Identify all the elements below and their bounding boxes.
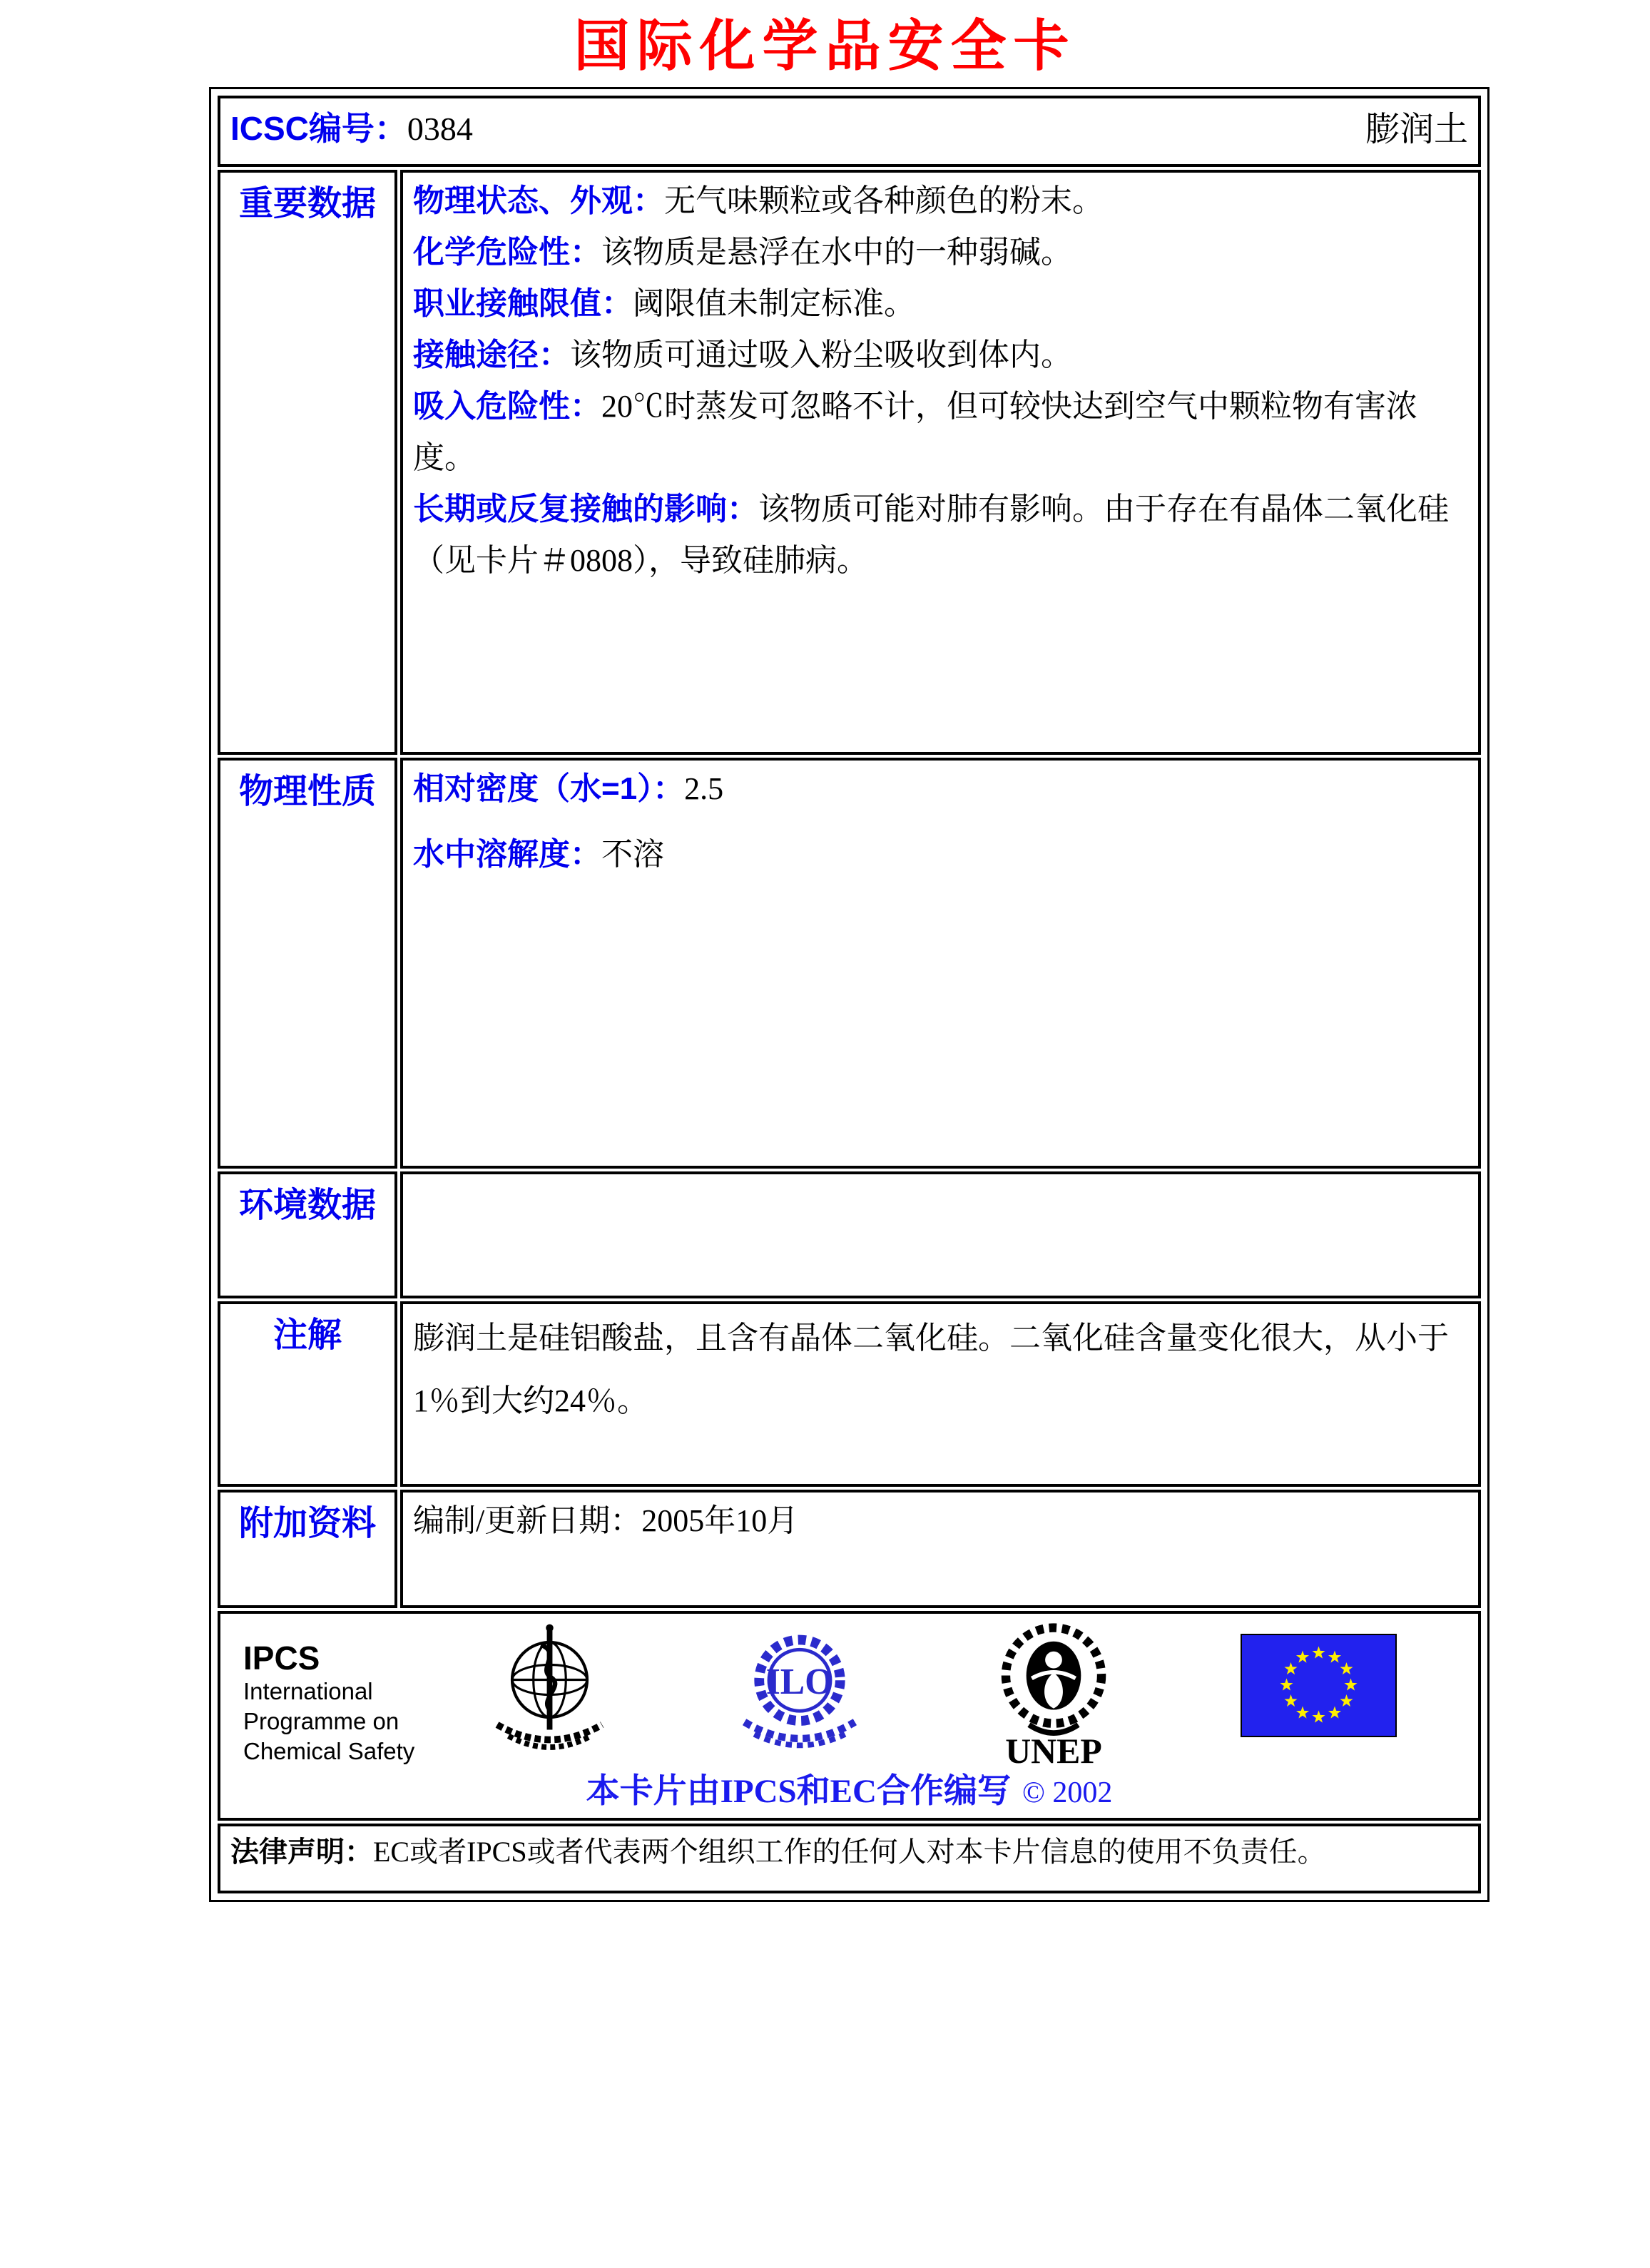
field-value: 无气味颗粒或各种颜色的粉末。 — [664, 183, 1104, 218]
field-label: 水中溶解度： — [413, 837, 601, 872]
section-label-additional-information: 附加资料 — [238, 1505, 376, 1542]
table-row-legal — [218, 1824, 1481, 1893]
section-label-physical-properties: 物理性质 — [238, 773, 376, 810]
field-label: 职业接触限值： — [413, 286, 633, 321]
table-row-important-data — [218, 170, 1481, 755]
data-item — [413, 330, 1468, 381]
section-label-notes: 注解 — [273, 1316, 342, 1354]
section-label-cell — [218, 1171, 397, 1298]
additional-information-content — [400, 1490, 1481, 1608]
field-label: 物理状态、外观： — [413, 183, 664, 218]
important-data-content — [400, 170, 1481, 755]
table-row-header — [218, 96, 1481, 167]
notes-text: 膨润土是硅铝酸盐，且含有晶体二氧化硅。二氧化硅含量变化很大，从小于1％到大约24％。 — [413, 1321, 1449, 1418]
field-value: 该物质是悬浮在水中的一种弱碱。 — [601, 235, 1072, 270]
field-label: 接触途径： — [413, 337, 570, 372]
caption-text: 本卡片由IPCS和EC合作编写 — [586, 1773, 1011, 1810]
icsc-number-group — [230, 103, 473, 150]
legal-notice-label: 法律声明： — [230, 1836, 373, 1868]
icsc-table — [209, 87, 1489, 1902]
data-item — [413, 829, 1468, 880]
field-label: 吸入危险性： — [413, 389, 601, 424]
notes-content — [400, 1301, 1481, 1487]
additional-information-text: 编制/更新日期：2005年10月 — [413, 1503, 799, 1538]
data-item — [413, 227, 1468, 278]
data-item — [413, 176, 1468, 227]
section-label-cell — [218, 1490, 397, 1608]
copyright-text: © 2002 — [1022, 1776, 1113, 1809]
field-label: 化学危险性： — [413, 235, 601, 270]
field-value: 20℃时蒸发可忽略不计，但可较快达到空气中颗粒物有害浓度。 — [413, 389, 1417, 475]
data-item — [413, 278, 1468, 330]
ipcs-block — [243, 1639, 414, 1766]
logos-cell — [218, 1611, 1481, 1821]
chemical-name: 膨润土 — [1365, 111, 1468, 148]
eu-flag-icon — [1241, 1634, 1397, 1741]
ilo-label: ILO — [765, 1662, 834, 1703]
field-label: 相对密度（水=1）： — [413, 771, 685, 806]
data-item — [413, 484, 1468, 586]
data-item — [413, 763, 1468, 815]
field-label: 长期或反复接触的影响： — [413, 492, 758, 527]
ipcs-title: IPCS — [243, 1639, 320, 1677]
field-value: 2.5 — [684, 771, 724, 806]
ipcs-line: International — [243, 1678, 373, 1704]
table-row-environmental-data — [218, 1171, 1481, 1298]
page-title: 国际化学品安全卡 — [574, 14, 1076, 77]
unep-label: UNEP — [1005, 1731, 1102, 1767]
table-row-logos — [218, 1611, 1481, 1821]
section-label-cell — [218, 758, 397, 1169]
header-cell — [218, 96, 1481, 167]
table-row-notes — [218, 1301, 1481, 1487]
legal-cell — [218, 1824, 1481, 1893]
icsc-number-value: 0384 — [407, 110, 473, 147]
section-label-cell — [218, 1301, 397, 1487]
cooperation-caption — [230, 1764, 1468, 1812]
table-row-additional-information — [218, 1490, 1481, 1608]
ilo-logo-icon — [738, 1624, 861, 1760]
who-logo-icon — [487, 1622, 612, 1766]
field-value: 该物质可通过吸入粉尘吸收到体内。 — [570, 337, 1072, 372]
data-item — [413, 381, 1468, 484]
physical-properties-content — [400, 758, 1481, 1169]
ipcs-line: Programme on — [243, 1708, 399, 1734]
ipcs-line: Chemical Safety — [243, 1738, 415, 1764]
legal-notice-text: EC或者IPCS或者代表两个组织工作的任何人对本卡片信息的使用不负责任。 — [373, 1836, 1326, 1868]
field-value: 该物质可能对肺有影响。由于存在有晶体二氧化硅（见卡片＃0808），导致硅肺病。 — [413, 492, 1449, 578]
field-value: 阈限值未制定标准。 — [633, 286, 915, 321]
section-label-cell — [218, 170, 397, 755]
table-row-physical-properties — [218, 758, 1481, 1169]
field-value: 不溶 — [601, 837, 664, 872]
unep-logo-icon — [985, 1621, 1122, 1771]
section-label-environmental-data: 环境数据 — [238, 1186, 376, 1224]
icsc-number-label: ICSC编号： — [230, 109, 407, 147]
section-label-important-data: 重要数据 — [238, 185, 376, 223]
environmental-data-content — [400, 1171, 1481, 1298]
